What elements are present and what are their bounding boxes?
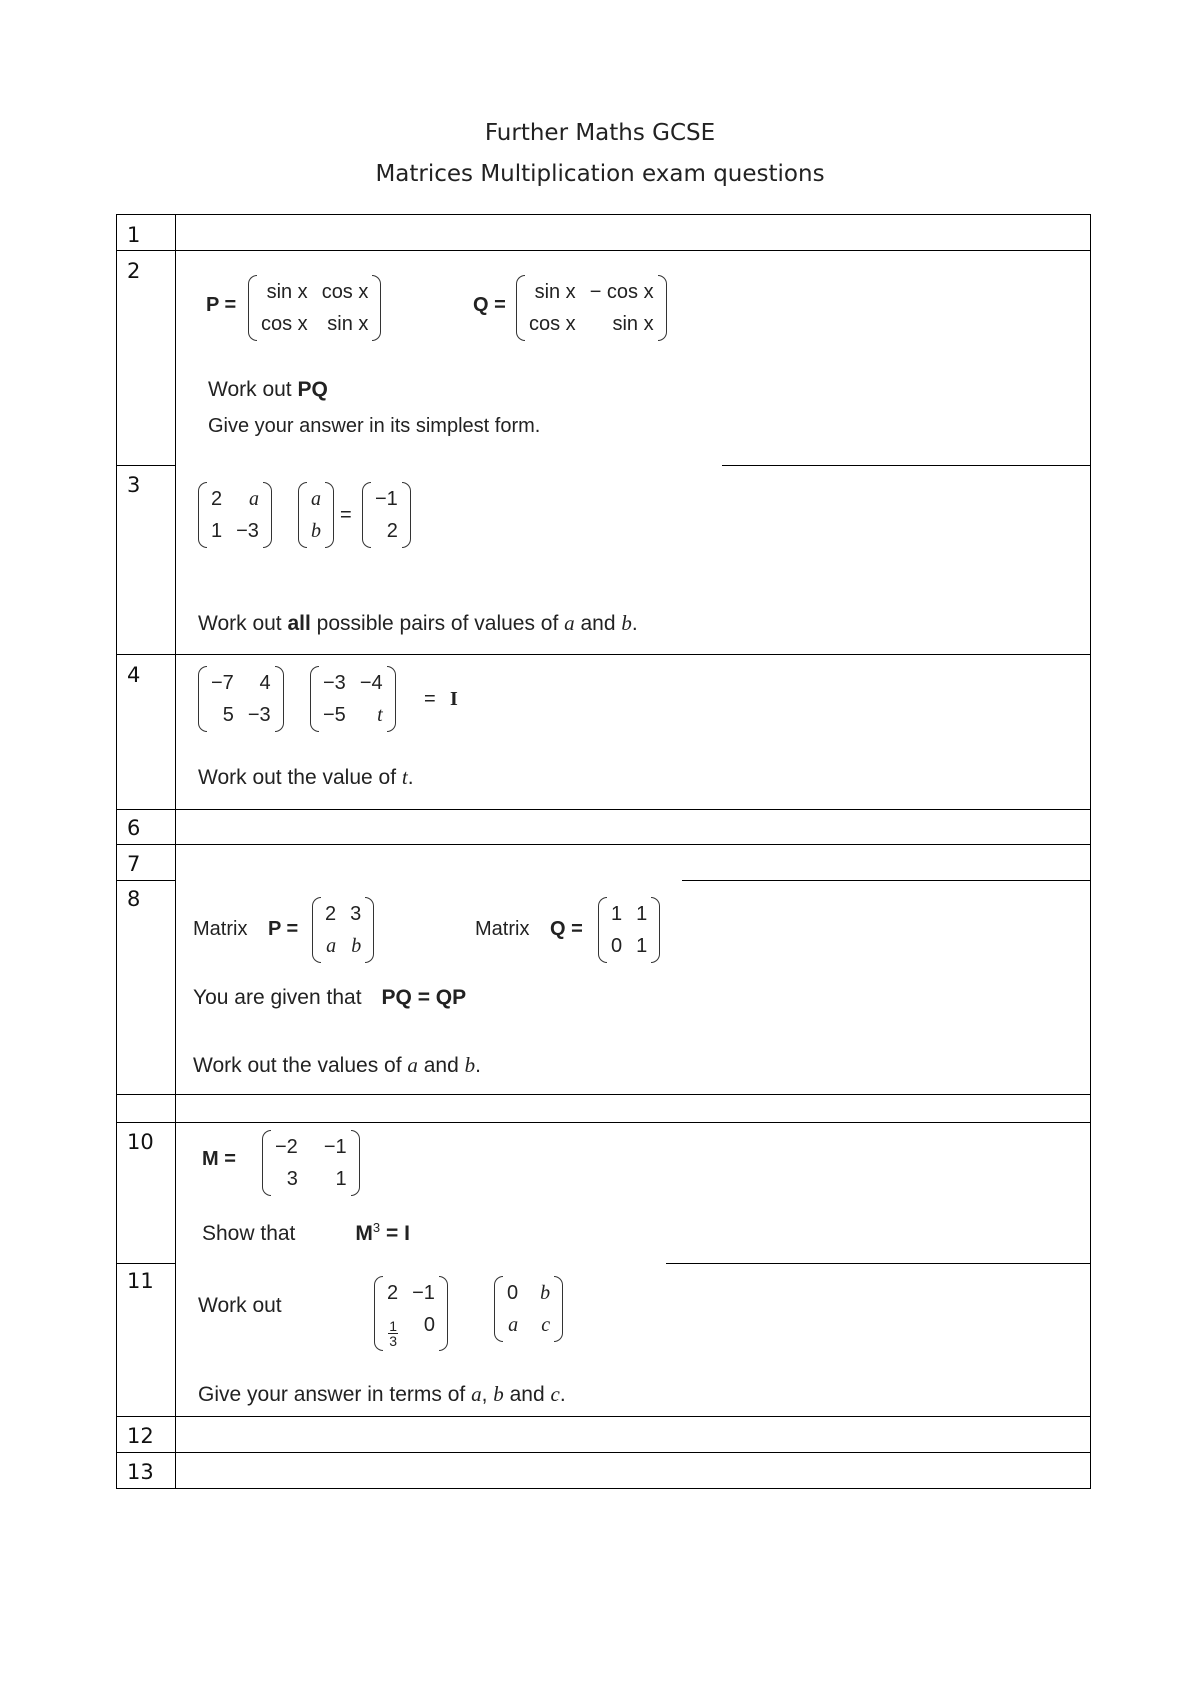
- matrix-p: sin x cos x cos x sin x: [248, 275, 381, 341]
- equals-sign: =: [424, 688, 436, 710]
- matrix-b: 0 b a c: [494, 1276, 563, 1342]
- matrix-b: −3 −4 −5 t: [310, 666, 396, 732]
- document-subtitle: Matrices Multiplication exam questions: [375, 161, 825, 187]
- matrix-label: M =: [202, 1148, 236, 1170]
- question-text: Work out: [198, 1294, 282, 1317]
- row-number: 2: [127, 259, 141, 283]
- matrix-label: P =: [206, 294, 237, 316]
- matrix-label: Q =: [550, 918, 583, 940]
- question-text: You are given that PQ = QP: [193, 986, 467, 1009]
- fraction-one-third: $\frac{1}{3}$: [389, 1318, 398, 1349]
- row-number: 8: [127, 887, 141, 911]
- question-text: Give your answer in its simplest form.: [208, 415, 541, 437]
- question-text: Work out all possible pairs of values of a and b.: [198, 611, 638, 635]
- question-text: Work out the value of t.: [198, 765, 414, 789]
- identity-symbol: I: [450, 688, 458, 710]
- matrix-a: −7 4 5 −3: [198, 666, 284, 732]
- matrix-label: P =: [268, 918, 299, 940]
- row-number: 11: [127, 1269, 154, 1293]
- row-number: 13: [127, 1460, 154, 1484]
- question-text: Show that $M^3 = I$: [202, 1220, 410, 1245]
- matrix-p: 2 3 a b: [312, 897, 374, 963]
- matrix-caption: Matrix: [193, 918, 248, 940]
- question-text: Give your answer in terms of a, b and c.: [198, 1382, 566, 1406]
- vector-ab: a b: [298, 482, 334, 548]
- row-number: 6: [127, 816, 141, 840]
- matrix-q: sin x − cos x cos x sin x: [516, 275, 667, 341]
- row-number: 3: [127, 473, 141, 497]
- equals-sign: =: [340, 504, 352, 526]
- question-text: Work out PQ: [208, 378, 328, 401]
- matrix-a: 2 −1 $\frac{1}{3}$ 0: [374, 1276, 448, 1351]
- row-number: 1: [127, 223, 141, 247]
- matrix-caption: Matrix: [475, 918, 530, 940]
- document-title: Further Maths GCSE: [484, 120, 716, 146]
- vector-result: −1 2: [362, 482, 411, 548]
- row-number: 12: [127, 1424, 154, 1448]
- row-number: 7: [127, 852, 141, 876]
- matrix-q: 1 1 0 1: [598, 897, 660, 963]
- matrix-label: Q =: [473, 294, 506, 316]
- row-number: 4: [127, 663, 141, 687]
- row-number: 10: [127, 1130, 154, 1154]
- matrix-a: 2 a 1 −3: [198, 482, 272, 548]
- question-text: Work out the values of a and b.: [193, 1053, 481, 1077]
- matrix-m: −2 −1 3 1: [262, 1130, 360, 1196]
